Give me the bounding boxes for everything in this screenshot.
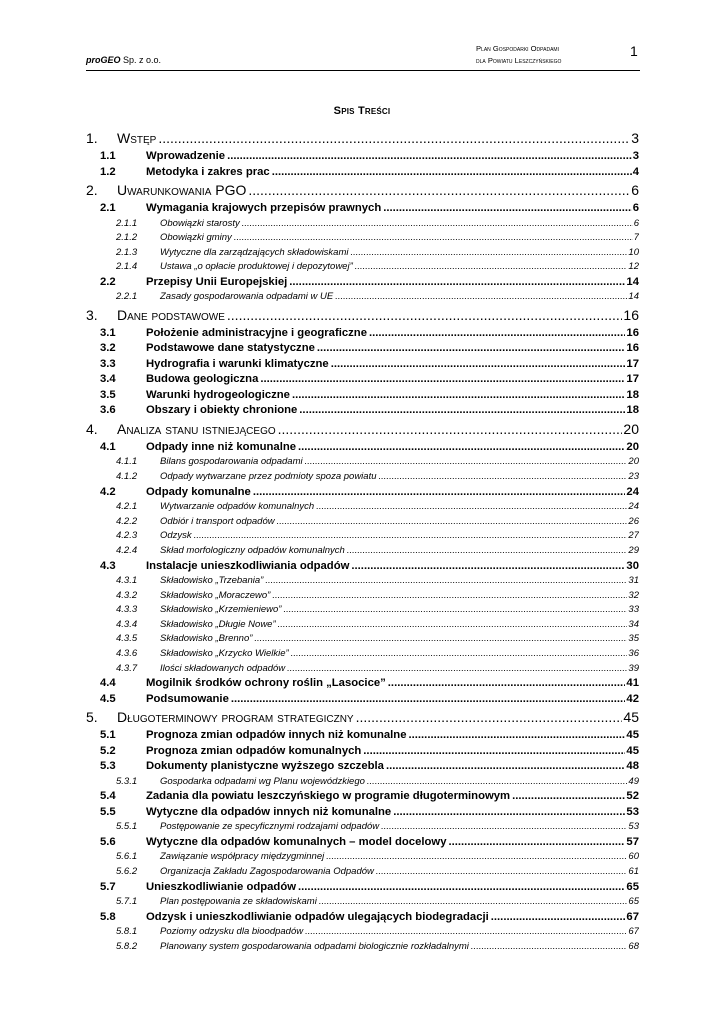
toc-entry-4-3-2[interactable] xyxy=(86,589,639,604)
toc-dot-leader xyxy=(305,925,627,940)
toc-entry-page: 48 xyxy=(626,760,639,773)
toc-entry-title: Prognoza zmian odpadów innych niż komunalne xyxy=(146,729,407,742)
toc-entry-number: 2.2 xyxy=(100,275,116,288)
toc-dot-leader xyxy=(234,231,633,246)
toc-entry-title: Obszary i obiekty chronione xyxy=(146,404,298,417)
toc-dot-leader xyxy=(363,744,625,760)
toc-entry-title: Składowisko „Brenno” xyxy=(160,633,253,645)
toc-dot-leader xyxy=(317,341,626,357)
toc-entry-number: 4.2.4 xyxy=(116,544,138,556)
toc-entry-page: 33 xyxy=(628,604,639,616)
toc-dot-leader xyxy=(272,589,627,604)
toc-entry-page: 35 xyxy=(628,633,639,645)
toc-entry-title: Planowany system gospodarowania odpadami biologicznie rozkładalnymi xyxy=(160,940,469,952)
toc-entry-number: 5.7.1 xyxy=(116,896,138,908)
toc-entry-5-1[interactable] xyxy=(86,728,639,744)
toc-entry-page: 18 xyxy=(626,388,639,401)
toc-entry-page: 16 xyxy=(626,342,639,355)
toc-dot-leader xyxy=(231,692,626,708)
toc-entry-number: 4.3.7 xyxy=(116,662,138,674)
toc-entry-title: Odzysk i unieszkodliwianie odpadów ulegających biodegradacji xyxy=(146,910,489,923)
document-title-line1: Plan Gospodarki Odpadami xyxy=(476,44,559,53)
toc-entry-title: Składowisko „Moraczewo” xyxy=(160,589,271,601)
toc-entry-5-7-1[interactable] xyxy=(86,895,639,910)
toc-entry-5-2[interactable] xyxy=(86,744,639,760)
toc-entry-title: Organizacja Zakładu Zagospodarowania Odpadów xyxy=(160,865,374,877)
toc-entry-page: 16 xyxy=(623,306,639,323)
toc-dot-leader xyxy=(272,165,632,181)
toc-entry-title: Bilans gospodarowania odpadami xyxy=(160,456,303,468)
toc-entry-number: 5.8 xyxy=(100,910,116,923)
toc-entry-5-8[interactable] xyxy=(86,910,639,926)
toc-entry-5-6-1[interactable] xyxy=(86,850,639,865)
toc-entry-page: 20 xyxy=(623,420,639,437)
toc-entry-title: Obowiązki gminy xyxy=(160,232,232,244)
toc-entry-number: 4.2 xyxy=(100,485,116,498)
toc-dot-leader xyxy=(298,880,625,896)
toc-entry-page: 45 xyxy=(626,744,639,757)
toc-dot-leader xyxy=(335,290,627,305)
toc-entry-4-3-5[interactable] xyxy=(86,632,639,647)
toc-entry-page: 14 xyxy=(626,275,639,288)
toc-entry-page: 24 xyxy=(628,501,639,513)
toc-entry-2-2[interactable] xyxy=(86,275,639,291)
toc-entry-2-1-2[interactable] xyxy=(86,231,639,246)
toc-entry-title: Budowa geologiczna xyxy=(146,373,259,386)
toc-entry-title: Wytyczne dla odpadów komunalnych – model docelowy xyxy=(146,835,447,848)
toc-entry-1[interactable] xyxy=(86,128,639,149)
toc-dot-leader xyxy=(388,676,626,692)
header-divider xyxy=(86,70,640,71)
toc-entry-title: Postępowanie ze specyficznymi rodzajami odpadów xyxy=(160,821,380,833)
toc-dot-leader xyxy=(381,820,627,835)
table-of-contents xyxy=(86,128,639,954)
toc-entry-1-2[interactable] xyxy=(86,165,639,181)
toc-entry-title: Zasady gospodarowania odpadami w UE xyxy=(160,291,334,303)
toc-dot-leader xyxy=(471,940,628,955)
toc-entry-3-4[interactable] xyxy=(86,372,639,388)
toc-entry-title: Długoterminowy program strategiczny xyxy=(117,709,354,726)
toc-entry-number: 4.1 xyxy=(100,440,116,453)
toc-dot-leader xyxy=(355,260,628,275)
toc-entry-4-2-1[interactable] xyxy=(86,500,639,515)
toc-entry-1-1[interactable] xyxy=(86,149,639,165)
toc-entry-4-3[interactable] xyxy=(86,559,639,575)
toc-entry-number: 5.3.1 xyxy=(116,775,138,787)
toc-dot-leader xyxy=(254,632,627,647)
toc-entry-title: Odpady komunalne xyxy=(146,485,251,498)
toc-entry-page: 24 xyxy=(626,485,639,498)
toc-entry-title: Instalacje unieszkodliwiania odpadów xyxy=(146,559,350,572)
toc-dot-leader xyxy=(347,544,628,559)
toc-entry-number: 5.4 xyxy=(100,790,116,803)
toc-entry-number: 4.2.2 xyxy=(116,515,138,527)
toc-entry-title: Mogilnik środków ochrony roślin „Lasocice” xyxy=(146,677,386,690)
toc-entry-4-3-6[interactable] xyxy=(86,647,639,662)
toc-entry-page: 49 xyxy=(628,775,639,787)
toc-entry-number: 4.3.3 xyxy=(116,604,138,616)
toc-entry-page: 67 xyxy=(628,926,639,938)
toc-dot-leader xyxy=(299,403,625,419)
toc-dot-leader xyxy=(283,603,627,618)
toc-entry-number: 2.1.2 xyxy=(116,232,138,244)
toc-dot-leader xyxy=(367,775,628,790)
toc-entry-2-1-1[interactable] xyxy=(86,217,639,232)
toc-entry-number: 4.3.6 xyxy=(116,648,138,659)
toc-entry-page: 6 xyxy=(632,202,639,214)
toc-entry-page: 53 xyxy=(628,821,639,833)
toc-entry-number: 5.8.2 xyxy=(116,940,138,952)
toc-entry-title: Podstawowe dane statystyczne xyxy=(146,342,315,355)
toc-entry-5-3[interactable] xyxy=(86,759,639,775)
company-name xyxy=(86,55,161,65)
toc-entry-number: 4.4 xyxy=(100,677,116,690)
toc-entry-5-3-1[interactable] xyxy=(86,775,639,790)
toc-entry-title: Składowisko „Długie Nowe” xyxy=(160,618,276,630)
toc-entry-page: 14 xyxy=(628,291,639,303)
toc-entry-number: 3.4 xyxy=(100,373,116,386)
toc-dot-leader xyxy=(291,647,628,662)
toc-entry-number: 2.1.3 xyxy=(116,246,138,258)
toc-entry-4-5[interactable] xyxy=(86,692,639,708)
toc-entry-page: 45 xyxy=(626,729,639,742)
toc-entry-page: 7 xyxy=(633,232,639,244)
toc-dot-leader xyxy=(260,372,625,388)
toc-entry-title: Plan postępowania ze składowiskami xyxy=(160,896,317,908)
toc-dot-leader xyxy=(369,326,625,342)
toc-entry-2[interactable] xyxy=(86,180,639,201)
toc-dot-leader xyxy=(408,728,625,744)
toc-dot-leader xyxy=(248,180,630,201)
toc-entry-number: 4.2.1 xyxy=(116,501,138,513)
toc-dot-leader xyxy=(491,910,626,926)
toc-entry-4-1-1[interactable] xyxy=(86,455,639,470)
toc-dot-leader xyxy=(194,529,628,544)
toc-dot-leader xyxy=(289,275,625,291)
toc-entry-number: 4.3.4 xyxy=(116,618,138,630)
toc-entry-5-5[interactable] xyxy=(86,805,639,821)
toc-entry-title: Prognoza zmian odpadów komunalnych xyxy=(146,744,362,757)
toc-entry-title: Odpady wytwarzane przez podmioty spoza powiatu xyxy=(160,471,377,483)
toc-entry-number: 1.1 xyxy=(100,150,116,162)
toc-dot-leader xyxy=(305,455,628,470)
toc-entry-4-3-4[interactable] xyxy=(86,618,639,633)
toc-entry-page: 60 xyxy=(628,851,639,863)
toc-entry-page: 31 xyxy=(628,575,639,587)
toc-entry-3-1[interactable] xyxy=(86,326,639,342)
toc-entry-5-8-2[interactable] xyxy=(86,940,639,955)
toc-entry-title: Unieszkodliwianie odpadów xyxy=(146,880,297,893)
toc-entry-page: 10 xyxy=(628,246,639,258)
toc-entry-title: Wstęp xyxy=(117,130,157,146)
toc-entry-page: 3 xyxy=(632,150,639,162)
toc-entry-2-1-3[interactable] xyxy=(86,246,639,261)
toc-entry-page: 36 xyxy=(628,648,639,659)
toc-dot-leader xyxy=(379,470,628,485)
toc-entry-title: Hydrografia i warunki klimatyczne xyxy=(146,357,329,370)
toc-entry-page: 42 xyxy=(626,692,639,705)
toc-dot-leader xyxy=(158,128,630,149)
toc-entry-title: Wytyczne dla zarządzających składowiskami xyxy=(160,246,349,258)
toc-entry-4-2[interactable] xyxy=(86,485,639,501)
toc-entry-title: Poziomy odzysku dla bioodpadów xyxy=(160,926,304,938)
toc-entry-2-2-1[interactable] xyxy=(86,290,639,305)
toc-entry-4-3-3[interactable] xyxy=(86,603,639,618)
toc-entry-number: 5.5 xyxy=(100,805,116,818)
toc-entry-number: 2.1.4 xyxy=(116,261,138,273)
toc-entry-page: 12 xyxy=(628,261,639,273)
company-name-bold: proGEO xyxy=(86,55,121,65)
toc-entry-page: 41 xyxy=(626,677,639,690)
toc-entry-title: Odbiór i transport odpadów xyxy=(160,515,275,527)
toc-dot-leader xyxy=(277,515,628,530)
toc-entry-title: Składowisko „Krzycko Wielkie” xyxy=(160,648,289,659)
toc-entry-number: 4.1.2 xyxy=(116,471,138,483)
toc-entry-page: 18 xyxy=(626,404,639,417)
toc-entry-page: 4 xyxy=(632,165,639,178)
toc-entry-number: 3.6 xyxy=(100,404,116,417)
toc-dot-leader xyxy=(319,895,628,910)
toc-entry-number: 4.3.2 xyxy=(116,589,138,601)
toc-entry-page: 6 xyxy=(631,182,639,198)
toc-entry-title: Zadania dla powiatu leszczyńskiego w programie długoterminowym xyxy=(146,790,511,803)
toc-entry-page: 23 xyxy=(628,471,639,483)
toc-entry-number: 2.1 xyxy=(100,202,116,214)
document-title xyxy=(476,43,616,67)
toc-entry-page: 26 xyxy=(628,515,639,527)
toc-dot-leader xyxy=(331,357,626,373)
toc-entry-number: 4.3 xyxy=(100,559,116,572)
page-number: 1 xyxy=(630,43,638,59)
toc-entry-number: 3.2 xyxy=(100,342,116,355)
toc-entry-3-6[interactable] xyxy=(86,403,639,419)
toc-entry-5-6-2[interactable] xyxy=(86,865,639,880)
toc-entry-4-2-4[interactable] xyxy=(86,544,639,559)
toc-entry-2-1-4[interactable] xyxy=(86,260,639,275)
toc-entry-3[interactable] xyxy=(86,305,639,326)
toc-entry-page: 17 xyxy=(626,357,639,370)
toc-dot-leader xyxy=(350,246,627,261)
toc-entry-4-1-2[interactable] xyxy=(86,470,639,485)
toc-entry-title: Podsumowanie xyxy=(146,692,229,705)
toc-entry-number: 5. xyxy=(86,709,98,726)
toc-entry-page: 20 xyxy=(626,440,639,453)
toc-entry-number: 3.1 xyxy=(100,326,116,339)
toc-entry-number: 4.2.3 xyxy=(116,530,138,542)
toc-entry-3-3[interactable] xyxy=(86,357,639,373)
toc-entry-title: Dokumenty planistyczne wyższego szczebla xyxy=(146,760,384,773)
toc-dot-leader xyxy=(326,850,627,865)
toc-entry-page: 45 xyxy=(623,709,639,726)
toc-dot-leader xyxy=(292,388,625,404)
toc-entry-title: Wymagania krajowych przepisów prawnych xyxy=(146,202,382,214)
toc-dot-leader xyxy=(298,440,625,456)
toc-dot-leader xyxy=(227,149,632,165)
toc-entry-4-1[interactable] xyxy=(86,440,639,456)
toc-entry-title: Wytyczne dla odpadów innych niż komunalne xyxy=(146,805,392,818)
toc-entry-page: 65 xyxy=(628,896,639,908)
toc-dot-leader xyxy=(393,805,625,821)
toc-dot-leader xyxy=(351,559,625,575)
toc-dot-leader xyxy=(227,305,623,326)
toc-entry-number: 3.5 xyxy=(100,388,116,401)
toc-entry-title: Składowisko „Krzemieniewo” xyxy=(160,604,282,616)
toc-entry-page: 16 xyxy=(626,326,639,339)
toc-entry-title: Analiza stanu istniejącego xyxy=(117,420,276,437)
toc-entry-3-5[interactable] xyxy=(86,388,639,404)
toc-entry-5-4[interactable] xyxy=(86,789,639,805)
toc-entry-5[interactable] xyxy=(86,707,639,728)
toc-entry-title: Odzysk xyxy=(160,530,192,542)
toc-entry-number: 4.5 xyxy=(100,692,116,705)
toc-entry-number: 3. xyxy=(86,306,98,323)
toc-entry-number: 5.6 xyxy=(100,835,116,848)
toc-entry-number: 2.2.1 xyxy=(116,291,138,303)
toc-entry-4-3-1[interactable] xyxy=(86,574,639,589)
toc-entry-title: Skład morfologiczny odpadów komunalnych xyxy=(160,544,345,556)
toc-dot-leader xyxy=(376,865,628,880)
toc-entry-number: 5.6.1 xyxy=(116,851,138,863)
toc-entry-page: 29 xyxy=(628,544,639,556)
toc-entry-title: Obowiązki starosty xyxy=(160,217,240,229)
toc-entry-title: Ustawa „o opłacie produktowej i depozytowej” xyxy=(160,261,353,273)
toc-entry-number: 5.7 xyxy=(100,880,116,893)
toc-entry-4-4[interactable] xyxy=(86,676,639,692)
toc-entry-number: 4.3.1 xyxy=(116,575,138,587)
toc-entry-page: 67 xyxy=(626,910,639,923)
toc-entry-number: 5.8.1 xyxy=(116,926,138,938)
toc-dot-leader xyxy=(278,618,628,633)
toc-dot-leader xyxy=(383,201,631,217)
toc-entry-number: 5.3 xyxy=(100,760,116,773)
toc-entry-title: Wprowadzenie xyxy=(146,150,226,162)
toc-entry-number: 5.2 xyxy=(100,744,116,757)
company-name-suffix: Sp. z o.o. xyxy=(120,55,162,65)
toc-entry-number: 2.1.1 xyxy=(116,217,138,229)
toc-entry-number: 5.5.1 xyxy=(116,821,138,833)
toc-entry-2-1[interactable] xyxy=(86,201,639,217)
toc-entry-page: 3 xyxy=(631,130,639,146)
toc-dot-leader xyxy=(287,662,627,677)
toc-dot-leader xyxy=(512,789,625,805)
toc-dot-leader xyxy=(356,707,623,728)
toc-entry-number: 1. xyxy=(86,130,98,146)
toc-entry-5-5-1[interactable] xyxy=(86,820,639,835)
toc-entry-4-2-3[interactable] xyxy=(86,529,639,544)
toc-entry-4[interactable] xyxy=(86,419,639,440)
toc-entry-page: 65 xyxy=(626,880,639,893)
document-title-line2: dla Powiatu Leszczyńskiego xyxy=(476,56,562,65)
toc-entry-page: 17 xyxy=(626,373,639,386)
toc-entry-page: 20 xyxy=(628,456,639,468)
toc-entry-page: 27 xyxy=(628,530,639,542)
toc-entry-title: Przepisy Unii Europejskiej xyxy=(146,275,288,288)
toc-entry-number: 4. xyxy=(86,420,98,437)
toc-entry-5-7[interactable] xyxy=(86,880,639,896)
toc-dot-leader xyxy=(278,419,623,440)
toc-entry-page: 57 xyxy=(626,835,639,848)
toc-entry-title: Gospodarka odpadami wg Planu wojewódzkiego xyxy=(160,775,365,787)
toc-dot-leader xyxy=(386,759,625,775)
toc-entry-3-2[interactable] xyxy=(86,341,639,357)
toc-entry-page: 30 xyxy=(626,559,639,572)
toc-entry-number: 5.1 xyxy=(100,729,116,742)
toc-entry-page: 39 xyxy=(628,662,639,674)
toc-entry-title: Położenie administracyjne i geograficzne xyxy=(146,326,367,339)
toc-entry-4-2-2[interactable] xyxy=(86,515,639,530)
toc-dot-leader xyxy=(265,574,627,589)
toc-entry-page: 6 xyxy=(633,217,639,229)
toc-entry-number: 5.6.2 xyxy=(116,865,138,877)
toc-entry-number: 3.3 xyxy=(100,357,116,370)
toc-entry-title: Ilości składowanych odpadów xyxy=(160,662,286,674)
toc-entry-page: 53 xyxy=(626,805,639,818)
toc-entry-title: Wytwarzanie odpadów komunalnych xyxy=(160,501,315,513)
toc-entry-4-3-7[interactable] xyxy=(86,662,639,677)
toc-entry-number: 1.2 xyxy=(100,165,116,178)
toc-dot-leader xyxy=(448,835,625,851)
toc-entry-title: Dane podstawowe xyxy=(117,306,225,323)
toc-entry-5-6[interactable] xyxy=(86,835,639,851)
toc-entry-page: 61 xyxy=(628,865,639,877)
toc-entry-page: 68 xyxy=(628,940,639,952)
toc-entry-title: Odpady inne niż komunalne xyxy=(146,440,297,453)
toc-heading: Spis Treści xyxy=(333,105,391,117)
toc-entry-5-8-1[interactable] xyxy=(86,925,639,940)
toc-entry-number: 4.1.1 xyxy=(116,456,138,468)
toc-entry-number: 2. xyxy=(86,182,98,198)
toc-entry-page: 34 xyxy=(628,618,639,630)
toc-entry-page: 32 xyxy=(628,589,639,601)
toc-entry-title: Zawiązanie współpracy międzygminnej xyxy=(160,851,325,863)
toc-entry-title: Warunki hydrogeologiczne xyxy=(146,388,290,401)
toc-entry-number: 4.3.5 xyxy=(116,633,138,645)
toc-dot-leader xyxy=(242,217,633,232)
toc-entry-page: 52 xyxy=(626,790,639,803)
toc-dot-leader xyxy=(316,500,627,515)
toc-entry-title: Składowisko „Trzebania” xyxy=(160,575,264,587)
toc-entry-title: Metodyka i zakres prac xyxy=(146,165,270,178)
toc-entry-title: Uwarunkowania PGO xyxy=(117,182,247,198)
toc-dot-leader xyxy=(253,485,626,501)
